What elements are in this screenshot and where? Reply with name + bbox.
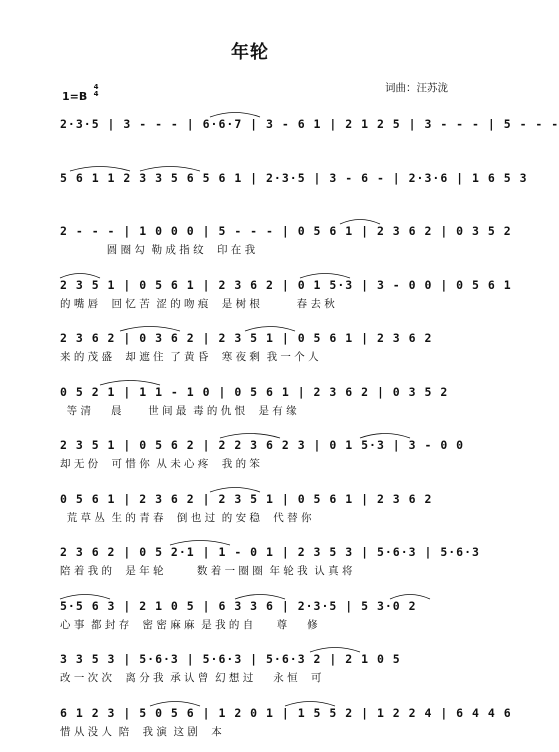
lyric-line: 来 的 茂 盛 却 遮 住 了 黄 昏 寒 夜 剩 我 一 个 人 [60, 350, 438, 364]
notation-line: 2 3 5 1 | 0 5 6 1 | 2 3 6 2 | 0 1 5·3 | 3 - 0 0 | 0 5 6 1 [60, 276, 438, 294]
notation-line: 2 - - - | 1 0 0 0 | 5 - - - | 0 5 6 1 | 2 3 6 2 | 0 3 5 2 [60, 222, 438, 240]
score-row [60, 378, 438, 432]
key-signature: 1=B [62, 90, 87, 103]
score-rows [60, 110, 438, 752]
lyric-line: 圆 圈 勾 勒 成 指 纹 印 在 我 [60, 243, 438, 257]
time-signature [90, 84, 102, 98]
notation-line: 0 5 6 1 | 2 3 6 2 | 2 3 5 1 | 0 5 6 1 | 2 3 6 2 [60, 490, 438, 508]
score-row [60, 485, 438, 539]
lyric-line: 却 无 份 可 惜 你 从 未 心 疼 我 的 笨 [60, 457, 438, 471]
notation-line: 2 3 5 1 | 0 5 6 2 | 2 2 3 6 2 3 | 0 1 5·3 | 3 - 0 0 [60, 436, 438, 454]
score-row [60, 699, 438, 752]
notation-line: 0 5 2 1 | 1 1 - 1 0 | 0 5 6 1 | 2 3 6 2 | 0 3 5 2 [60, 383, 438, 401]
notation-line: 5 6 1 1 2 3 3 5 6 5 6 1 | 2·3·5 | 3 - 6 - | 2·3·6 | 1 6 5 3 [60, 169, 438, 187]
score-row [60, 324, 438, 378]
score-row [60, 271, 438, 325]
notation-line: 2 3 6 2 | 0 5 2·1 | 1 - 0 1 | 2 3 5 3 | 5·6·3 | 5·6·3 [60, 543, 438, 561]
score-row [60, 217, 438, 271]
score-row [60, 538, 438, 592]
lyric-line: 陪 着 我 的 是 年 轮 数 着 一 圈 圈 年 轮 我 认 真 将 [60, 564, 438, 578]
lyric-line [60, 136, 438, 150]
lyric-line: 等 清 晨 世 间 最 毒 的 仇 恨 是 有 缘 [60, 404, 438, 418]
score-row [60, 592, 438, 646]
notation-line: 2·3·5 | 3 - - - | 6·6·7 | 3 - 6 1 | 2 1 2 5 | 3 - - - | 5 - - - [60, 115, 438, 133]
lyric-line: 改 一 次 次 离 分 我 承 认 曾 幻 想 过 永 恒 可 [60, 671, 438, 685]
lyric-line: 心 事 都 封 存 密 密 麻 麻 是 我 的 自 尊 修 [60, 618, 438, 632]
notation-line: 3 3 5 3 | 5·6·3 | 5·6·3 | 5·6·3 2 | 2 1 0 5 [60, 650, 438, 668]
time-signature-bottom: 4 [90, 91, 102, 98]
notation-line: 5·5 6 3 | 2 1 0 5 | 6 3 3 6 | 2·3·5 | 5 3·0 2 [60, 597, 438, 615]
lyric-line: 惜 从 没 人 陪 我 演 这 剧 本 [60, 725, 438, 739]
credit-line: 词曲：汪苏泷 [385, 80, 448, 95]
notation-line: 2 3 6 2 | 0 3 6 2 | 2 3 5 1 | 0 5 6 1 | 2 3 6 2 [60, 329, 438, 347]
lyric-line: 的 嘴 唇 回 忆 苦 涩 的 吻 痕 是 树 根 春 去 秋 [60, 297, 438, 311]
score-row [60, 110, 438, 164]
time-signature-top: 4 [90, 84, 102, 91]
song-title: 年轮 [0, 38, 500, 64]
lyric-line: 荒 草 丛 生 的 青 春 倒 也 过 的 安 稳 代 替 你 [60, 511, 438, 525]
lyric-line [60, 190, 438, 204]
score-row [60, 645, 438, 699]
score-row [60, 164, 438, 218]
score-row [60, 431, 438, 485]
notation-line: 6 1 2 3 | 5 0 5 6 | 1 2 0 1 | 1 5 5 2 | 1 2 2 4 | 6 4 4 6 [60, 704, 438, 722]
